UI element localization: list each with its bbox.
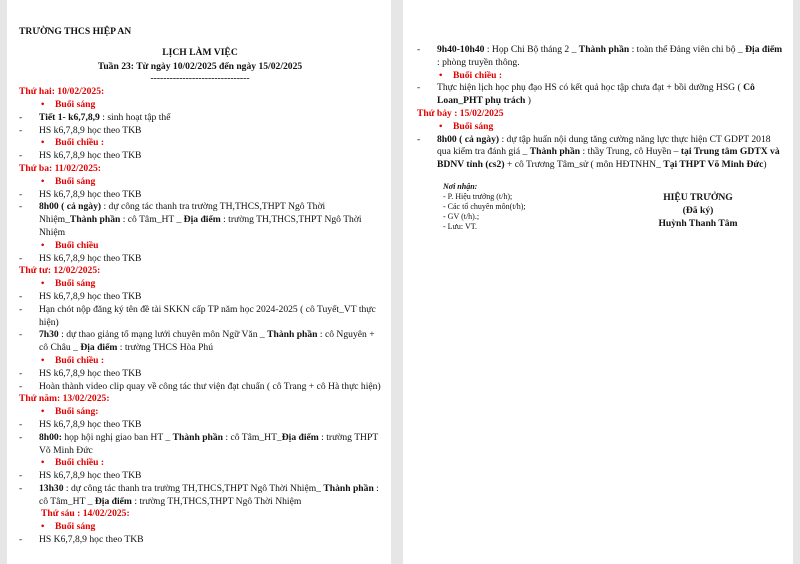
session-morning: • Buổi sáng [41, 98, 96, 110]
list-item: - Thực hiện lịch học phụ đạo HS có kết quả học tập chưa đạt + bồi dưỡng HSG ( Cô Loan_PHT phụ trách ) [417, 82, 755, 107]
list-item: - HS k6,7,8,9 học theo TKB [19, 150, 142, 162]
session-morning: • Buổi sáng [41, 521, 96, 533]
dash-icon: - [19, 534, 23, 546]
recipient-item: - Các tổ chuyên môn(t/h); [443, 201, 526, 211]
list-item: - HS k6,7,8,9 học theo TKB [19, 470, 142, 482]
bullet-icon: • [41, 98, 45, 110]
day-heading-thursday: Thứ năm: 13/02/2025: [19, 393, 110, 405]
dash-icon: - [417, 133, 421, 145]
bullet-icon: • [439, 120, 443, 132]
dash-icon: - [19, 329, 23, 341]
day-heading-saturday: Thứ bảy : 15/02/2025 [417, 107, 504, 119]
list-item: - 8h00 ( cả ngày) : dự công tác thanh tra trường TH,THCS,THPT Ngô Thời Nhiệm_Thành phần : cô Tâm_HT _ Địa điểm : trường TH,THCS,THPT Ngô Thời Nhiệm [19, 201, 362, 238]
dash-icon: - [417, 44, 421, 55]
recipient-item: - GV (t/h).; [443, 211, 480, 221]
session-afternoon: • Buổi chiều : [41, 137, 105, 149]
document-title: LỊCH LÀM VIỆC [162, 46, 238, 58]
week-subtitle: Tuần 23: Từ ngày 10/02/2025 đến ngày 15/02/2025 [97, 60, 303, 72]
list-item: - Tiết 1- k6,7,8,9 : sinh hoạt tập thể [19, 111, 171, 123]
document-footer [417, 182, 783, 232]
session-afternoon: • Buổi chiều [41, 239, 99, 251]
session-morning: • Buổi sáng [41, 175, 96, 187]
dash-icon: - [19, 303, 23, 315]
list-item: - HS k6,7,8,9 học theo TKB [19, 252, 142, 264]
day-heading-tuesday: Thứ ba: 11/02/2025: [19, 162, 101, 174]
dash-icon: - [19, 290, 23, 302]
dash-icon: - [19, 482, 23, 494]
dash-icon: - [19, 367, 23, 379]
session-afternoon: • Buổi chiều : [41, 354, 105, 366]
signature-block [593, 182, 783, 232]
signer-role: HIỆU TRƯỞNG [663, 191, 733, 203]
bullet-icon: • [41, 278, 45, 290]
session-morning: • Buổi sáng [41, 278, 96, 290]
title-separator: ------------------------------- [150, 73, 250, 85]
bullet-icon: • [41, 521, 45, 533]
list-item: - 13h30 : dự công tác thanh tra trường TH,THCS,THPT Ngô Thời Nhiệm_ Thành phần : cô Tâm_HT _ Địa điểm : trường TH,THCS,THPT Ngô Thời Nhiệm [19, 482, 379, 507]
session-morning: • Buổi sáng: [41, 406, 99, 418]
recipients-block [417, 182, 593, 232]
recipient-item: - P. Hiệu trưởng (t/h); [443, 191, 513, 201]
bullet-icon: • [41, 406, 45, 418]
dash-icon: - [19, 111, 23, 123]
school-name: TRƯỜNG THCS HIỆP AN [19, 26, 132, 37]
dash-icon: - [19, 431, 23, 443]
list-item: - 8h00 ( cả ngày) : dự tập huấn nội dung tăng cường năng lực thực hiện CT GDPT 2018 qua kiểm tra đánh giá _ Thành phần : thầy Trung, cô Huyền – tại Trung tâm GDTX và BDNV tỉnh (cs2) + cô Trương Tâm_sử ( môn HĐTNHN_ Tại THPT Võ Minh Đức) [417, 133, 780, 171]
dash-icon: - [19, 201, 23, 213]
bullet-icon: • [41, 239, 45, 251]
dash-icon: - [19, 470, 23, 482]
document-page-2 [403, 0, 793, 564]
recipients-heading: Nơi nhận: [443, 181, 478, 191]
day-heading-wednesday: Thứ tư: 12/02/2025: [19, 265, 101, 277]
session-morning: • Buổi sáng [439, 120, 494, 132]
session-afternoon: • Buổi chiều : [41, 457, 105, 469]
list-item: - 9h40-10h40 : Họp Chi Bộ tháng 2 _ Thành phần : toàn thể Đảng viên chi bộ _ Địa điểm : phòng truyền thông. [417, 44, 783, 68]
dash-icon: - [19, 188, 23, 200]
dash-icon: - [417, 82, 421, 94]
list-item: - HS k6,7,8,9 học theo TKB [19, 124, 142, 136]
session-afternoon: • Buổi chiều : [439, 69, 503, 81]
bullet-icon: • [41, 457, 45, 469]
list-item: - 7h30 : dự thao giảng tổ mạng lưới chuyên môn Ngữ Văn _ Thành phần : cô Nguyên + cô Châu _ Địa điểm : trường THCS Hòa Phú [19, 329, 375, 354]
document-page-1 [7, 0, 391, 564]
list-item: - HS K6,7,8,9 học theo TKB [19, 534, 144, 546]
dash-icon: - [19, 252, 23, 264]
day-heading-monday: Thứ hai: 10/02/2025: [19, 86, 105, 98]
bullet-icon: • [41, 137, 45, 149]
list-item: - HS k6,7,8,9 học theo TKB [19, 290, 142, 302]
day-heading-friday: Thứ sáu : 14/02/2025: [41, 508, 130, 520]
list-item: - 8h00: họp hội nghị giao ban HT _ Thành phần : cô Tâm_HT_Địa điểm : trường THPT Võ Minh Đức [19, 431, 379, 456]
list-item: - Hoàn thành video clip quay về công tác thư viện đạt chuẩn ( cô Trang + cô Hà thực hiện) [19, 380, 381, 392]
list-item: - HS k6,7,8,9 học theo TKB [19, 188, 142, 200]
bullet-icon: • [41, 354, 45, 366]
bullet-icon: • [439, 69, 443, 81]
list-item: - Hạn chót nộp đăng ký tên đề tài SKKN cấp TP năm học 2024-2025 ( cô Tuyết_VT thực hiện) [19, 303, 376, 328]
signer-name: Huỳnh Thanh Tâm [658, 217, 738, 229]
dash-icon: - [19, 380, 23, 392]
list-item: - HS k6,7,8,9 học theo TKB [19, 418, 142, 430]
dash-icon: - [19, 150, 23, 162]
list-item: - HS k6,7,8,9 học theo TKB [19, 367, 142, 379]
dash-icon: - [19, 418, 23, 430]
bullet-icon: • [41, 175, 45, 187]
dash-icon: - [19, 124, 23, 136]
recipient-item: - Lưu: VT. [443, 221, 478, 231]
signature-status: (Đã ký) [682, 204, 714, 216]
